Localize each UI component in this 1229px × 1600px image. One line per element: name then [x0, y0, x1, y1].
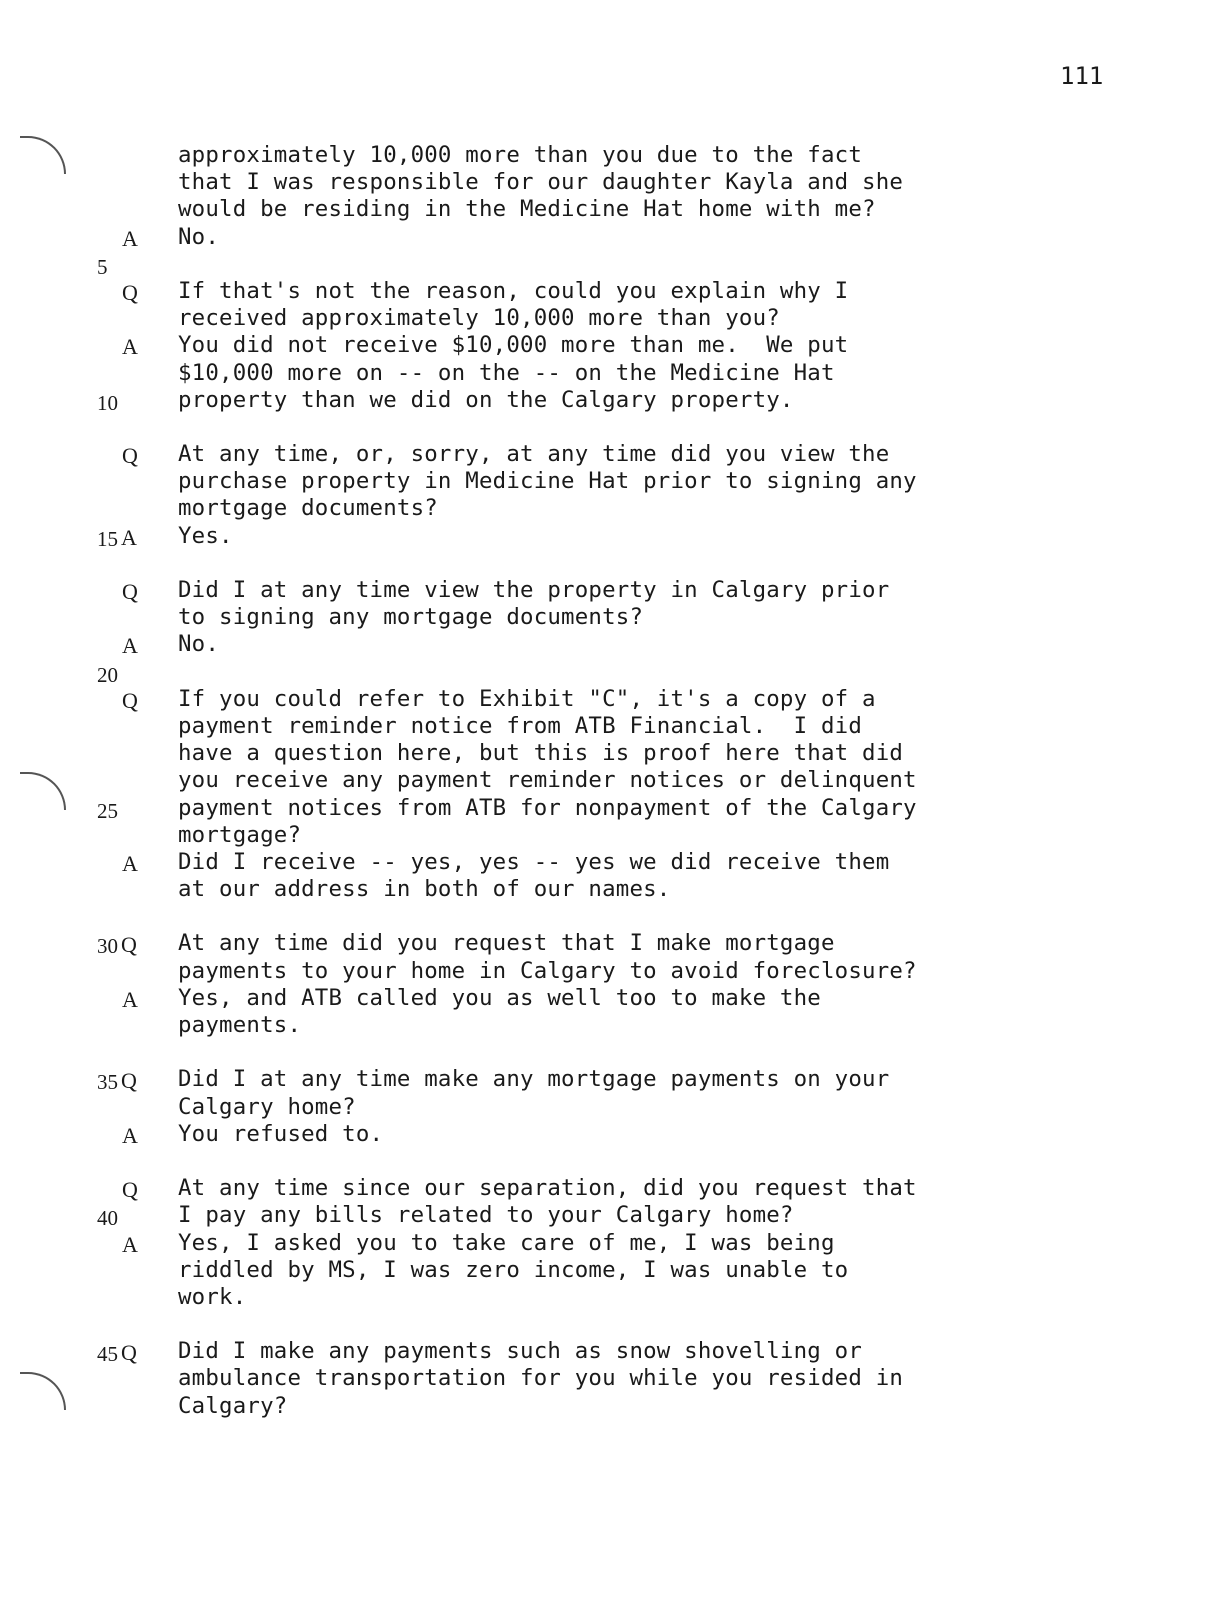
line-text: Did I make any payments such as snow shovelling or — [178, 1338, 863, 1365]
transcript-line — [0, 1311, 1229, 1338]
line-text: payment notices from ATB for nonpayment of the Calgary — [178, 794, 917, 821]
transcript-line — [0, 1066, 1229, 1093]
transcript-line — [0, 1148, 1229, 1175]
line-text: work. — [178, 1283, 247, 1310]
line-text: mortgage documents? — [178, 495, 438, 522]
line-text: I pay any bills related to your Calgary home? — [178, 1202, 794, 1229]
transcript-line — [0, 1365, 1229, 1392]
line-text: would be residing in the Medicine Hat home with me? — [178, 196, 876, 223]
transcript-line — [0, 468, 1229, 495]
line-text: If that's not the reason, could you explain why I — [178, 277, 849, 304]
line-text: Yes. — [178, 522, 233, 549]
transcript-line — [0, 1121, 1229, 1148]
line-text: to signing any mortgage documents? — [178, 604, 644, 631]
line-text: Yes, and ATB called you as well too to make the — [178, 984, 821, 1011]
speaker-marker: A — [122, 850, 138, 876]
line-text: Calgary? — [178, 1392, 288, 1419]
transcript-line — [0, 876, 1229, 903]
transcript-line — [0, 495, 1229, 522]
transcript-line — [0, 713, 1229, 740]
transcript-line — [0, 523, 1229, 550]
speaker-marker: Q — [121, 1340, 137, 1366]
transcript-line — [0, 169, 1229, 196]
transcript-line — [0, 849, 1229, 876]
transcript-line — [0, 332, 1229, 359]
transcript-line — [0, 795, 1229, 822]
line-text: payment reminder notice from ATB Financial. I did — [178, 712, 863, 739]
speaker-marker: A — [122, 225, 138, 251]
transcript-line — [0, 985, 1229, 1012]
line-text: If you could refer to Exhibit "C", it's a copy of a — [178, 685, 876, 712]
transcript-line — [0, 1393, 1229, 1420]
transcript-line — [0, 1284, 1229, 1311]
line-number: 15 — [97, 526, 118, 551]
line-text: that I was responsible for our daughter Kayla and she — [178, 169, 904, 196]
line-number: 20 — [97, 662, 118, 687]
line-text: you receive any payment reminder notices or delinquent — [178, 767, 917, 794]
line-text: property than we did on the Calgary property. — [178, 386, 794, 413]
line-number: 30 — [97, 934, 118, 959]
line-text: riddled by MS, I was zero income, I was unable to — [178, 1256, 849, 1283]
line-text: No. — [178, 631, 220, 658]
speaker-marker: Q — [122, 687, 138, 713]
line-text: Did I at any time make any mortgage payments on your — [178, 1066, 890, 1093]
transcript-line — [0, 414, 1229, 441]
line-text: mortgage? — [178, 821, 302, 848]
line-text: Calgary home? — [178, 1093, 356, 1120]
line-text: approximately 10,000 more than you due to the fact — [178, 142, 863, 168]
transcript-line — [0, 686, 1229, 713]
transcript-line — [0, 224, 1229, 251]
line-text: ambulance transportation for you while you resided in — [178, 1365, 904, 1392]
transcript-line — [0, 659, 1229, 686]
line-number: 25 — [97, 798, 118, 823]
transcript-line — [0, 822, 1229, 849]
line-text: purchase property in Medicine Hat prior to signing any — [178, 468, 917, 495]
line-number: 40 — [97, 1206, 118, 1231]
line-text: At any time, or, sorry, at any time did you view the — [178, 441, 890, 468]
speaker-marker: Q — [122, 279, 138, 305]
speaker-marker: Q — [122, 443, 138, 469]
speaker-marker: Q — [122, 1177, 138, 1203]
transcript-line — [0, 278, 1229, 305]
line-text: Did I receive -- yes, yes -- yes we did receive them — [178, 848, 890, 875]
transcript-body — [0, 142, 1229, 1420]
line-text: payments to your home in Calgary to avoid foreclosure? — [178, 957, 917, 984]
transcript-line — [0, 958, 1229, 985]
line-number: 10 — [97, 390, 118, 415]
transcript-line — [0, 1039, 1229, 1066]
line-text: You did not receive $10,000 more than me. We put — [178, 332, 849, 359]
speaker-marker: A — [122, 1231, 138, 1257]
transcript-line — [0, 196, 1229, 223]
transcript-line — [0, 142, 1229, 169]
transcript-line — [0, 1338, 1229, 1365]
transcript-line — [0, 1230, 1229, 1257]
transcript-line — [0, 631, 1229, 658]
line-text: payments. — [178, 1012, 302, 1038]
speaker-marker: Q — [122, 579, 138, 604]
line-text: $10,000 more on -- on the -- on the Medicine Hat — [178, 359, 835, 386]
line-number: 5 — [97, 254, 108, 279]
line-text: Did I at any time view the property in Calgary prior — [178, 577, 890, 603]
speaker-marker: Q — [121, 1068, 137, 1094]
transcript-line — [0, 1175, 1229, 1202]
transcript-line — [0, 1012, 1229, 1039]
line-text: received approximately 10,000 more than you? — [178, 305, 780, 332]
line-text: have a question here, but this is proof here that did — [178, 740, 904, 767]
transcript-line — [0, 550, 1229, 577]
transcript-line — [0, 740, 1229, 767]
speaker-marker: Q — [121, 932, 137, 958]
transcript-line — [0, 387, 1229, 414]
transcript-line — [0, 903, 1229, 930]
transcript-line — [0, 1202, 1229, 1229]
line-number: 35 — [97, 1070, 118, 1095]
speaker-marker: A — [122, 986, 138, 1012]
transcript-line — [0, 305, 1229, 332]
transcript-line — [0, 604, 1229, 631]
line-text: At any time did you request that I make mortgage — [178, 930, 835, 957]
transcript-line — [0, 360, 1229, 387]
transcript-line — [0, 930, 1229, 957]
line-text: You refused to. — [178, 1120, 384, 1147]
line-text: Yes, I asked you to take care of me, I was being — [178, 1229, 835, 1256]
speaker-marker: A — [121, 524, 137, 550]
line-number: 45 — [97, 1342, 118, 1367]
speaker-marker: A — [122, 1122, 138, 1148]
page-number: 111 — [1060, 62, 1104, 90]
transcript-line — [0, 577, 1229, 604]
speaker-marker: A — [122, 334, 138, 360]
transcript-line — [0, 441, 1229, 468]
transcript-line — [0, 767, 1229, 794]
transcript-line — [0, 1257, 1229, 1284]
transcript-line — [0, 251, 1229, 278]
line-text: No. — [178, 223, 220, 250]
line-text: At any time since our separation, did you request that — [178, 1175, 917, 1202]
transcript-line — [0, 1094, 1229, 1121]
line-text: at our address in both of our names. — [178, 876, 671, 903]
speaker-marker: A — [122, 633, 138, 659]
